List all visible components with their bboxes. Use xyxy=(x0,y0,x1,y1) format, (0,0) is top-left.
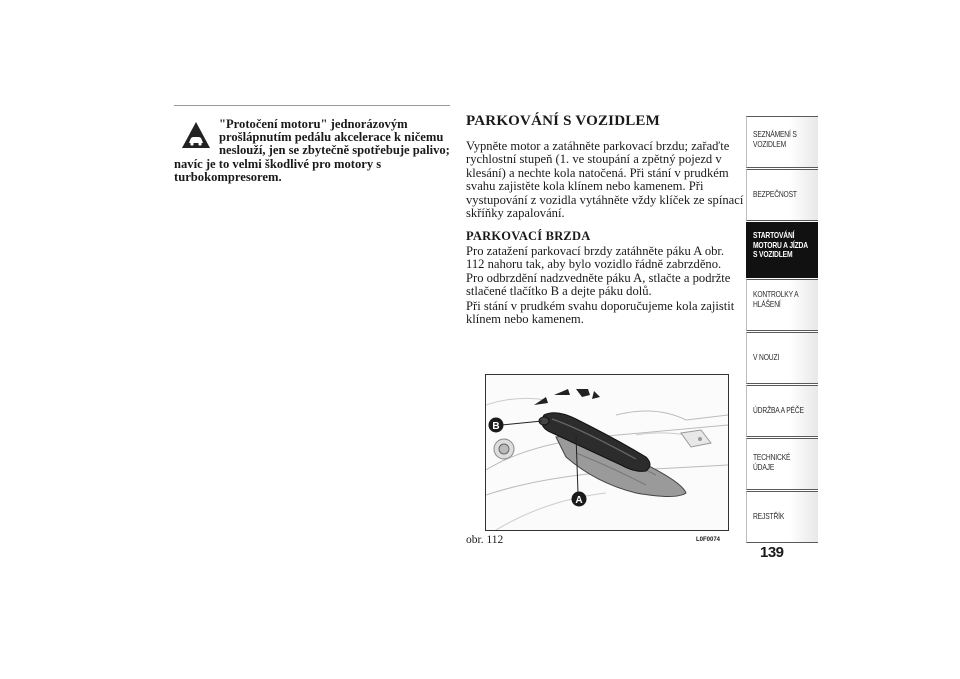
tab-label-line: ÚDRŽBA A PÉČE xyxy=(753,406,804,415)
tab-label xyxy=(753,353,820,363)
tab-bezpecnost[interactable] xyxy=(746,169,818,221)
tab-label-line: KONTROLKY A xyxy=(753,290,799,299)
tab-label xyxy=(753,130,820,149)
chapter-tabs xyxy=(746,116,818,544)
parking-brake-illustration xyxy=(486,375,728,530)
text-line: vystupování z vozidla vytáhněte vždy klíček ze spínací xyxy=(466,192,744,207)
text-line: stlačené tlačítko B a dejte páku dolů. xyxy=(466,284,652,299)
tab-label-line: TECHNICKÉ xyxy=(753,453,791,462)
brake-paragraph xyxy=(466,245,746,299)
warning-line: "Protočení motoru" jednorázovým xyxy=(219,117,408,131)
warning-line: navíc je to velmi škodlivé pro motory s xyxy=(174,156,382,171)
text-line: klínem nebo kamenem. xyxy=(466,312,584,327)
tab-label xyxy=(753,290,820,309)
tab-label-line: VOZIDLEM xyxy=(753,139,787,149)
tab-label-line: BEZPEČNOST xyxy=(753,190,797,199)
tab-label xyxy=(753,512,820,522)
warning-line: prošlápnutím pedálu akcelerace k ničemu xyxy=(219,130,444,145)
text-line: Pro zatažení parkovací brzdy zatáhněte páku A obr. xyxy=(466,244,725,258)
tab-label-line: REJSTŘÍK xyxy=(753,512,785,521)
slope-paragraph xyxy=(466,300,746,327)
tab-label-line: HLÁŠENÍ xyxy=(753,299,781,309)
text-line: Pro odbrzdění nadzvedněte páku A, stlačte a podržte xyxy=(466,270,731,285)
tab-label-line: MOTORU A JÍZDA xyxy=(753,240,808,250)
text-line: rychlostní stupeň (1. ve stoupání a zpětný pojezd v xyxy=(466,152,722,167)
figure-code: L0F0074 xyxy=(696,537,721,543)
tab-udrzba[interactable] xyxy=(746,385,818,437)
tab-startovani[interactable] xyxy=(746,222,818,278)
tab-seznameni[interactable] xyxy=(746,116,818,168)
warning-divider xyxy=(174,105,450,106)
tab-label-line: ÚDAJE xyxy=(753,462,775,472)
tab-label xyxy=(753,190,820,200)
tab-kontrolky[interactable] xyxy=(746,279,818,331)
parking-brake-figure xyxy=(485,374,729,531)
intro-paragraph xyxy=(466,140,746,220)
tab-label xyxy=(753,406,820,416)
text-line: klesání) a nechte kola natočená. Při stání v prudkém xyxy=(466,165,729,180)
label-a: A xyxy=(575,495,583,506)
tab-label-line: S VOZIDLEM xyxy=(753,250,793,260)
tab-label xyxy=(753,453,820,472)
text-line: 112 nahoru tak, aby bylo vozidlo řádně zabrzděno. xyxy=(466,257,722,272)
text-line: Vypněte motor a zatáhněte parkovací brzdu; zařaďte xyxy=(466,139,730,153)
subsection-title: PARKOVACÍ BRZDA xyxy=(466,229,591,243)
figure-caption: obr. 112 xyxy=(466,534,504,546)
warning-text xyxy=(174,118,454,184)
page-number: 139 xyxy=(760,544,784,561)
section-title: PARKOVÁNÍ S VOZIDLEM xyxy=(466,113,660,129)
tab-label-line: SEZNÁMENÍ S xyxy=(753,130,797,139)
text-line: Při stání v prudkém svahu doporučujeme kola zajistit xyxy=(466,299,735,313)
warning-line: neslouží, jen se zbytečně spotřebuje palivo; xyxy=(219,143,450,158)
text-line: skříňky zapalování. xyxy=(466,206,565,221)
tab-label xyxy=(753,231,820,260)
text-line: svahu zajistěte kola klínem nebo kamenem. Při xyxy=(466,179,704,194)
tab-rejstrik[interactable] xyxy=(746,491,818,543)
tab-label-line: V NOUZI xyxy=(753,353,780,362)
label-b: B xyxy=(492,421,500,432)
tab-technicke-udaje[interactable] xyxy=(746,438,818,490)
tab-label-line: STARTOVÁNÍ xyxy=(753,231,795,240)
tab-v-nouzi[interactable] xyxy=(746,332,818,384)
warning-line: turbokompresorem. xyxy=(174,169,282,184)
